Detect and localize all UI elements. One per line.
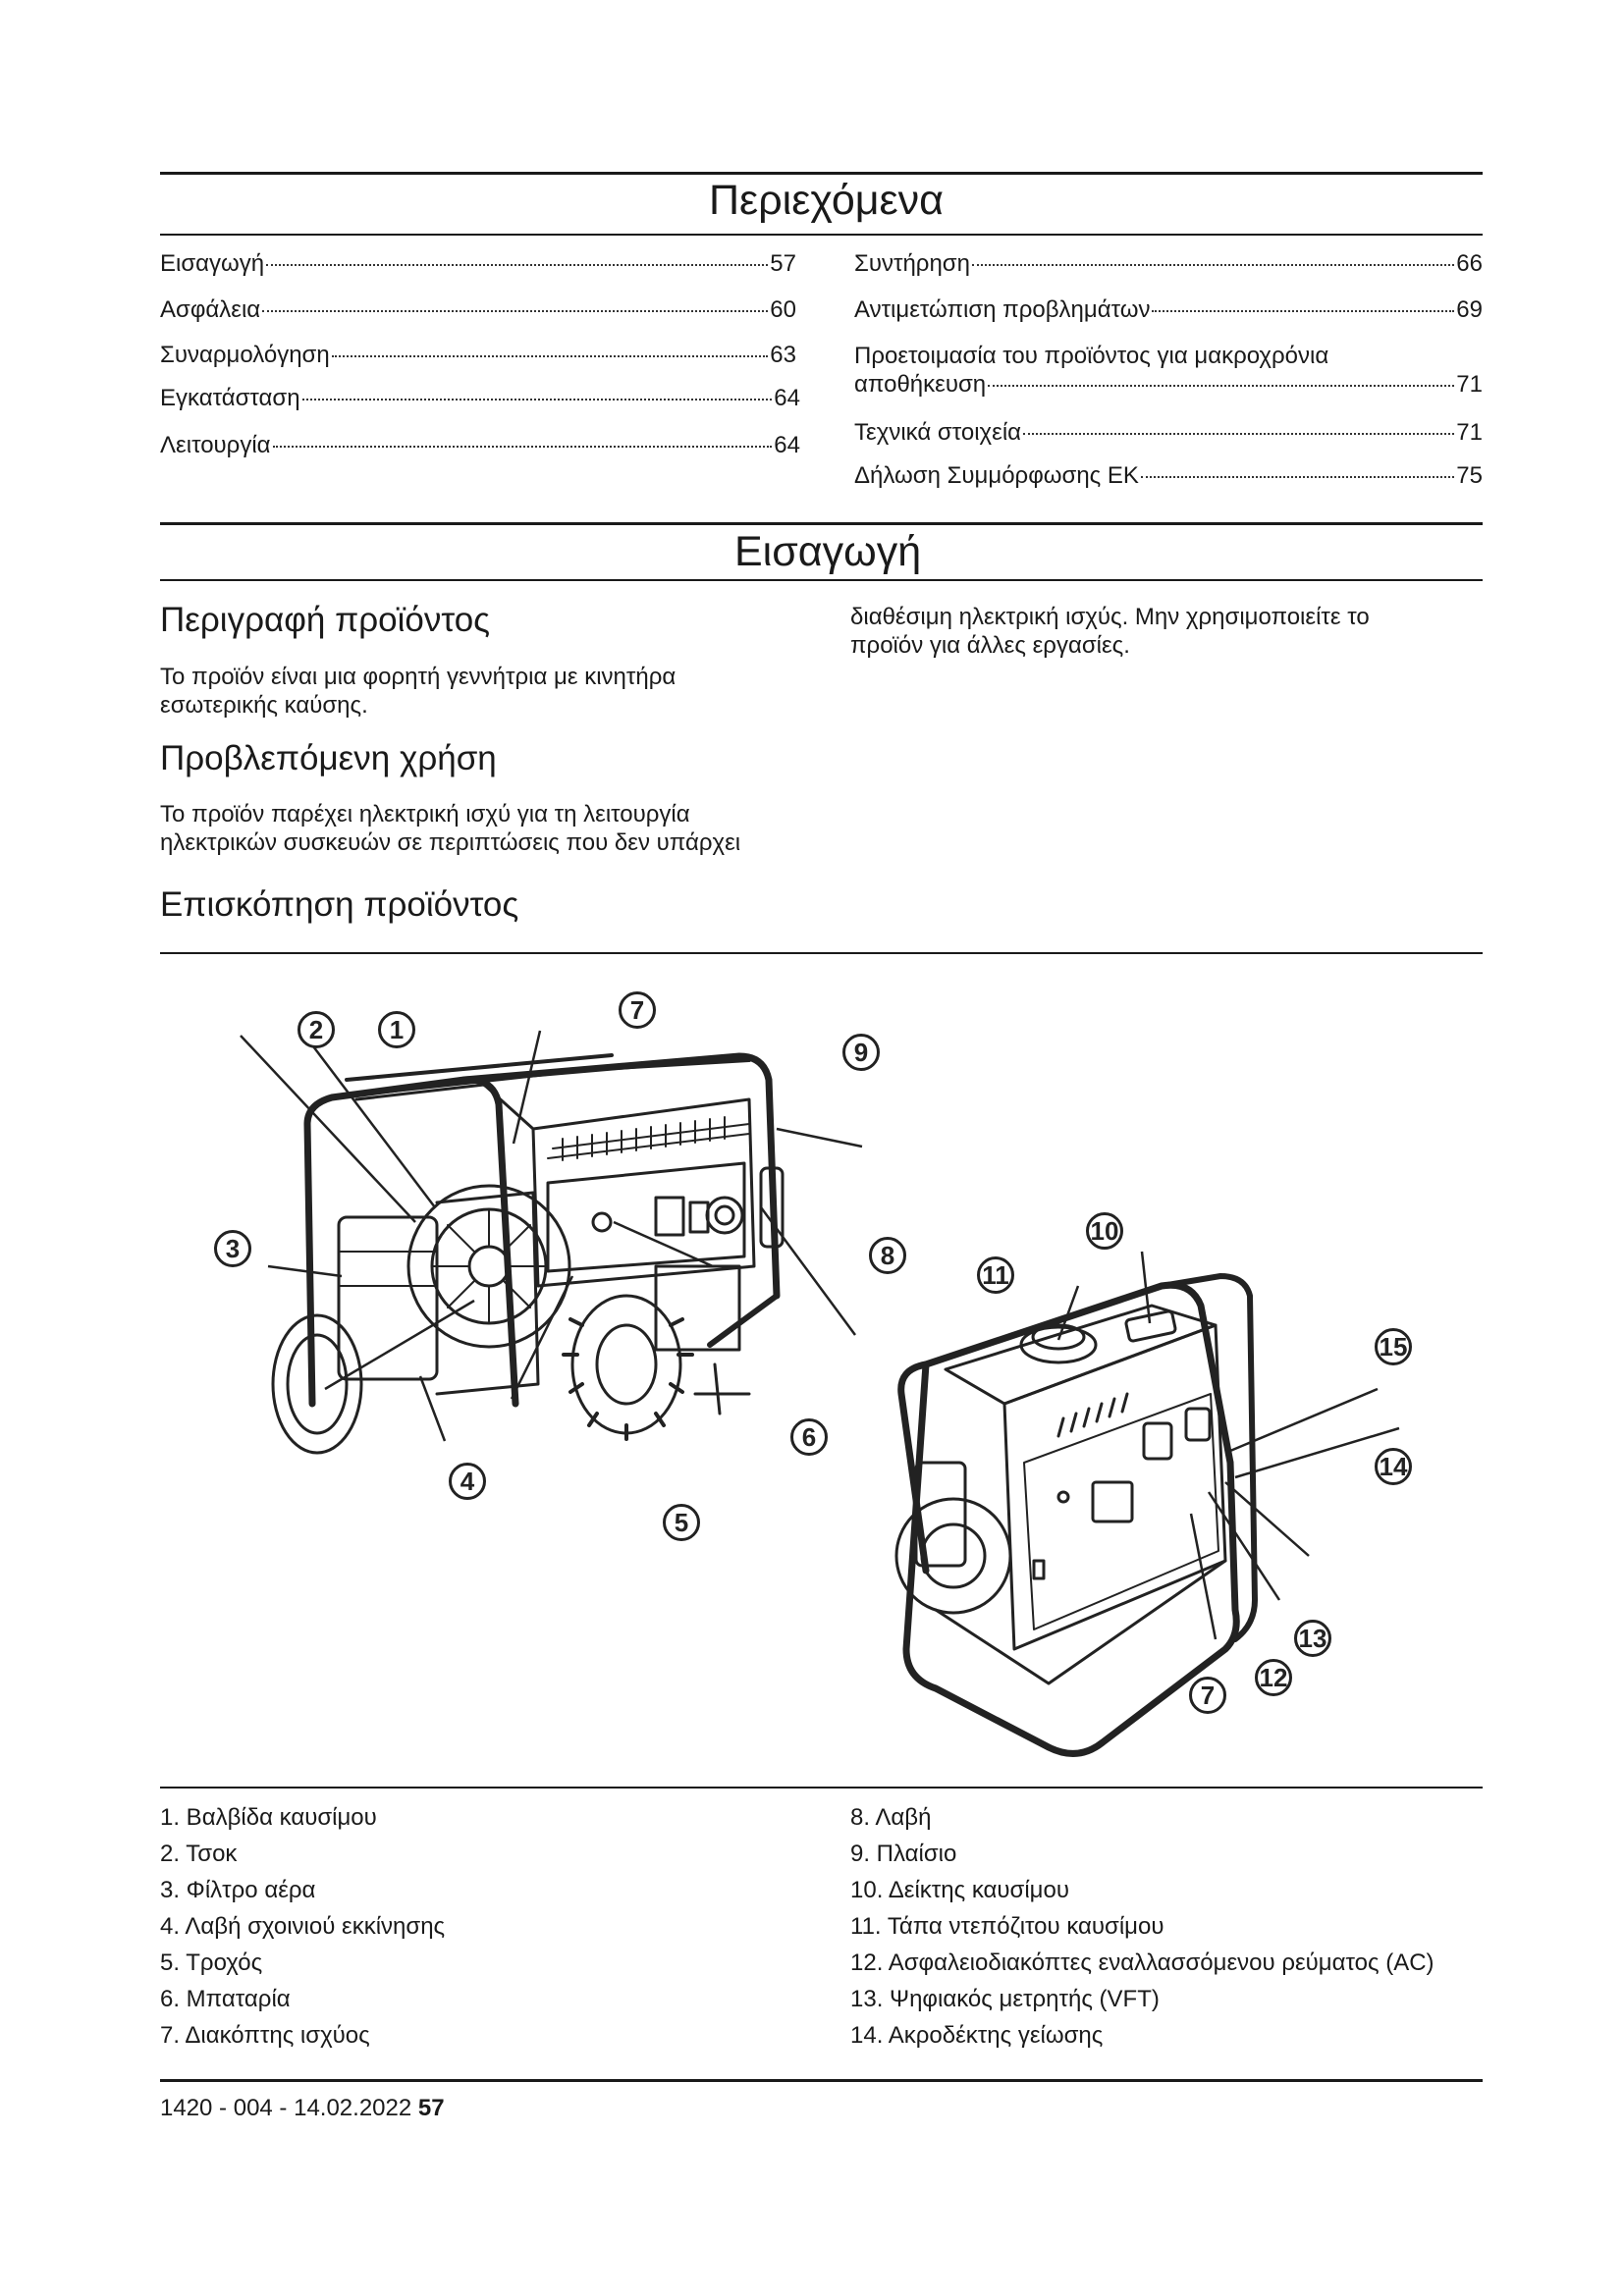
- legend-item: 13. Ψηφιακός μετρητής (VFT): [850, 1986, 1160, 2012]
- legend-rule: [160, 1787, 1483, 1789]
- callout-5: 5: [663, 1504, 700, 1541]
- callout-11: 11: [977, 1256, 1014, 1294]
- callout-3: 3: [214, 1230, 251, 1267]
- callout-4: 4: [449, 1463, 486, 1500]
- intro-title: Εισαγωγή: [734, 528, 922, 575]
- intended-use-heading: Προβλεπόμενη χρήση: [160, 739, 497, 777]
- toc-title: Περιεχόμενα: [709, 177, 945, 224]
- toc-entry[interactable]: αποθήκευση 71: [854, 371, 1483, 398]
- page-number: 57: [417, 2095, 445, 2121]
- toc-entry[interactable]: Λειτουργία 64: [160, 432, 800, 458]
- callout-8: 8: [869, 1237, 906, 1274]
- legend-item: 1. Βαλβίδα καυσίμου: [160, 1804, 377, 1831]
- callout-1: 1: [378, 1011, 415, 1048]
- callout-13: 13: [1294, 1620, 1331, 1657]
- toc-entry[interactable]: Εισαγωγή 57: [160, 250, 796, 277]
- toc-entry[interactable]: Ασφάλεια 60: [160, 296, 796, 323]
- toc-entry[interactable]: Δήλωση Συμμόρφωσης ΕΚ 75: [854, 462, 1483, 489]
- legend-item: 10. Δείκτης καυσίμου: [850, 1877, 1069, 1903]
- callout-10: 10: [1086, 1212, 1123, 1250]
- toc-entry-line1: Προετοιμασία του προϊόντος για μακροχρόνια: [854, 343, 1329, 369]
- toc-entry[interactable]: Τεχνικά στοιχεία 71: [854, 419, 1483, 446]
- callout-15: 15: [1375, 1328, 1412, 1365]
- callout-layer: [160, 972, 1483, 1757]
- legend-item: 11. Τάπα ντεπόζιτου καυσίμου: [850, 1913, 1164, 1940]
- overview-rule: [160, 952, 1483, 954]
- intro-title-rule: [160, 579, 1483, 581]
- toc-entry[interactable]: Αντιμετώπιση προβλημάτων 69: [854, 296, 1483, 323]
- callout-9: 9: [842, 1034, 880, 1071]
- footer-rule: [160, 2079, 1483, 2082]
- product-description-heading: Περιγραφή προϊόντος: [160, 601, 491, 639]
- product-description-text: Το προϊόν είναι μια φορητή γεννήτρια με κινητήρα εσωτερικής καύσης.: [160, 664, 677, 719]
- callout-12: 12: [1255, 1659, 1292, 1696]
- legend-item: 3. Φίλτρο αέρα: [160, 1877, 316, 1903]
- intended-use-text: Το προϊόν παρέχει ηλεκτρική ισχύ για τη λειτουργία ηλεκτρικών συσκευών σε περιπτώσεις που δεν υπάρχει: [160, 801, 741, 856]
- toc-entry[interactable]: Συντήρηση 66: [854, 250, 1483, 277]
- legend-item: 2. Τσοκ: [160, 1841, 238, 1867]
- callout-7: 7: [619, 991, 656, 1029]
- intended-use-text-continued: διαθέσιμη ηλεκτρική ισχύς. Μην χρησιμοποιείτε το προϊόν για άλλες εργασίες.: [850, 604, 1370, 659]
- legend-item: 8. Λαβή: [850, 1804, 932, 1831]
- legend-item: 6. Μπαταρία: [160, 1986, 291, 2012]
- toc-entry[interactable]: Συναρμολόγηση 63: [160, 342, 796, 368]
- legend-item: 14. Ακροδέκτης γείωσης: [850, 2022, 1104, 2049]
- toc-title-rule: [160, 234, 1483, 236]
- legend-item: 9. Πλαίσιο: [850, 1841, 957, 1867]
- top-rule: [160, 172, 1483, 175]
- overview-heading: Επισκόπηση προϊόντος: [160, 885, 519, 924]
- toc-entry[interactable]: Εγκατάσταση 64: [160, 385, 800, 411]
- legend-item: 5. Τροχός: [160, 1949, 263, 1976]
- callout-6: 6: [790, 1418, 828, 1456]
- callout-7b: 7: [1189, 1677, 1226, 1714]
- footer: [160, 2095, 445, 2122]
- doc-reference: 1420 - 004 - 14.02.2022: [160, 2095, 412, 2121]
- intro-top-rule: [160, 522, 1483, 525]
- callout-2: 2: [298, 1011, 335, 1048]
- callout-14: 14: [1375, 1448, 1412, 1485]
- legend-item: 4. Λαβή σχοινιού εκκίνησης: [160, 1913, 446, 1940]
- legend-item: 7. Διακόπτης ισχύος: [160, 2022, 370, 2049]
- legend-item: 12. Ασφαλειοδιακόπτες εναλλασσόμενου ρεύματος (AC): [850, 1949, 1435, 1976]
